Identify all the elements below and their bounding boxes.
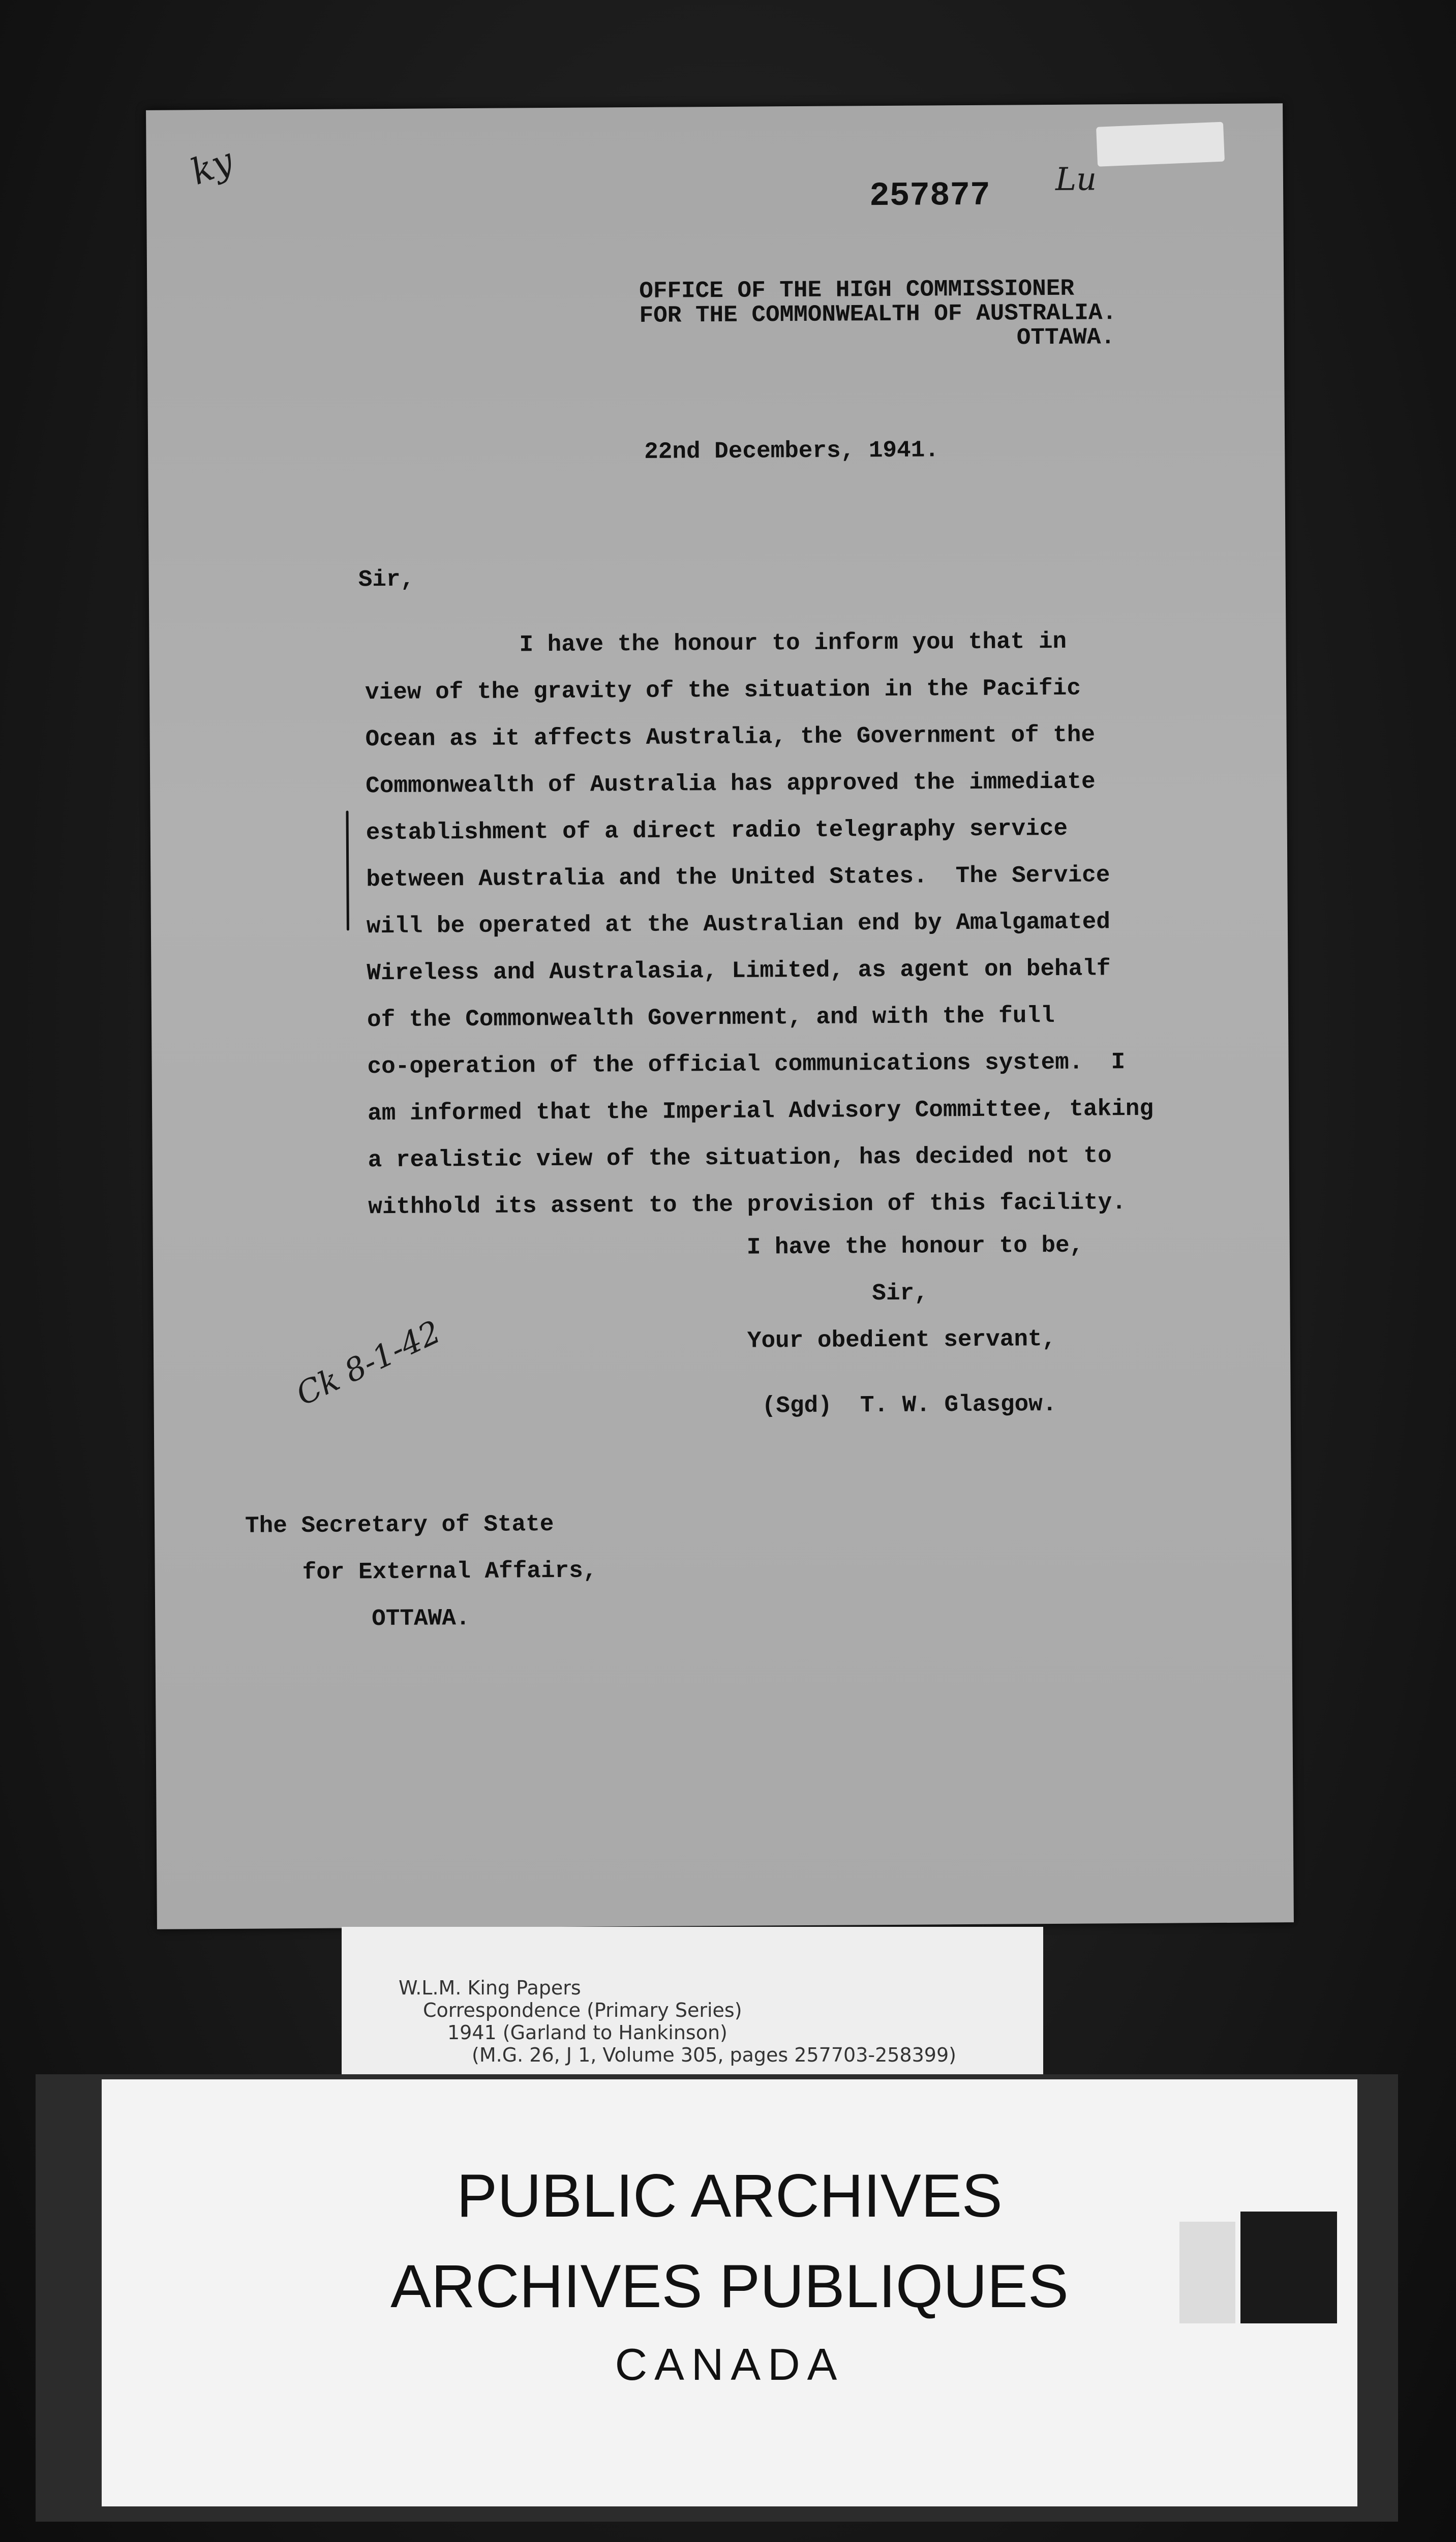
archive-reference-label [342,1927,1043,2079]
body-line-9: of the Commonwealth Government, and with the full [367,1002,1055,1034]
body-line-3: Ocean as it affects Australia, the Government of the [365,721,1096,753]
addressee-line-3: OTTAWA. [372,1605,470,1632]
closing-line-1: I have the honour to be, [746,1232,1084,1261]
body-line-8: Wireless and Australasia, Limited, as agent on behalf [367,955,1111,987]
letterhead-line-1: OFFICE OF THE HIGH COMMISSIONER [639,275,1075,305]
letterhead-line-3: OTTAWA. [1016,324,1115,351]
body-line-2: view of the gravity of the situation in the Pacific [365,675,1081,706]
body-line-5: establishment of a direct radio telegraphy service [366,815,1068,846]
handwritten-note-top-left: ky [185,139,239,193]
letterhead-line-2: FOR THE COMMONWEALTH OF AUSTRALIA. [639,299,1117,329]
label-line-1: W.L.M. King Papers [399,1977,581,1999]
letter-page [146,103,1294,1929]
body-line-6: between Australia and the United States. The Service [366,862,1110,893]
reflection-block-light [1179,2222,1235,2323]
body-line-10: co-operation of the official communications system. I [367,1049,1126,1080]
body-line-7: will be operated at the Australian end by Amalgamated [366,909,1111,940]
archive-title-english: PUBLIC ARCHIVES [457,2162,1003,2230]
label-line-3: 1941 (Garland to Hankinson) [447,2021,727,2044]
archive-title-french: ARCHIVES PUBLIQUES [390,2252,1069,2320]
tape-strip [1096,122,1225,167]
body-line-11: am informed that the Imperial Advisory Committee, taking [367,1095,1154,1127]
reference-number: 257877 [869,176,991,216]
reflection-block-dark [1240,2212,1337,2323]
body-line-13: withhold its assent to the provision of this facility. [368,1189,1127,1221]
margin-mark [346,810,349,930]
closing-line-3: Your obedient servant, [747,1325,1056,1354]
body-line-12: a realistic view of the situation, has decided not to [368,1142,1112,1174]
body-line-4: Commonwealth of Australia has approved the immediate [366,768,1096,800]
addressee-line-2: for External Affairs, [302,1557,597,1586]
archive-country: CANADA [615,2339,844,2389]
handwritten-initials-top-right: Lu [1055,160,1097,198]
signature: (Sgd) T. W. Glasgow. [762,1390,1057,1419]
closing-line-2: Sir, [872,1280,928,1307]
label-line-4: (M.G. 26, J 1, Volume 305, pages 257703-258399) [472,2044,956,2066]
addressee-line-1: The Secretary of State [245,1511,554,1539]
salutation: Sir, [358,566,415,593]
letter-date: 22nd Decembers, 1941. [644,437,939,465]
public-archives-card [102,2079,1357,2506]
body-line-1: I have the honour to inform you that in [519,628,1067,658]
handwritten-margin-note: Ck 8-1-42 [290,1313,446,1413]
label-line-2: Correspondence (Primary Series) [423,1999,742,2021]
